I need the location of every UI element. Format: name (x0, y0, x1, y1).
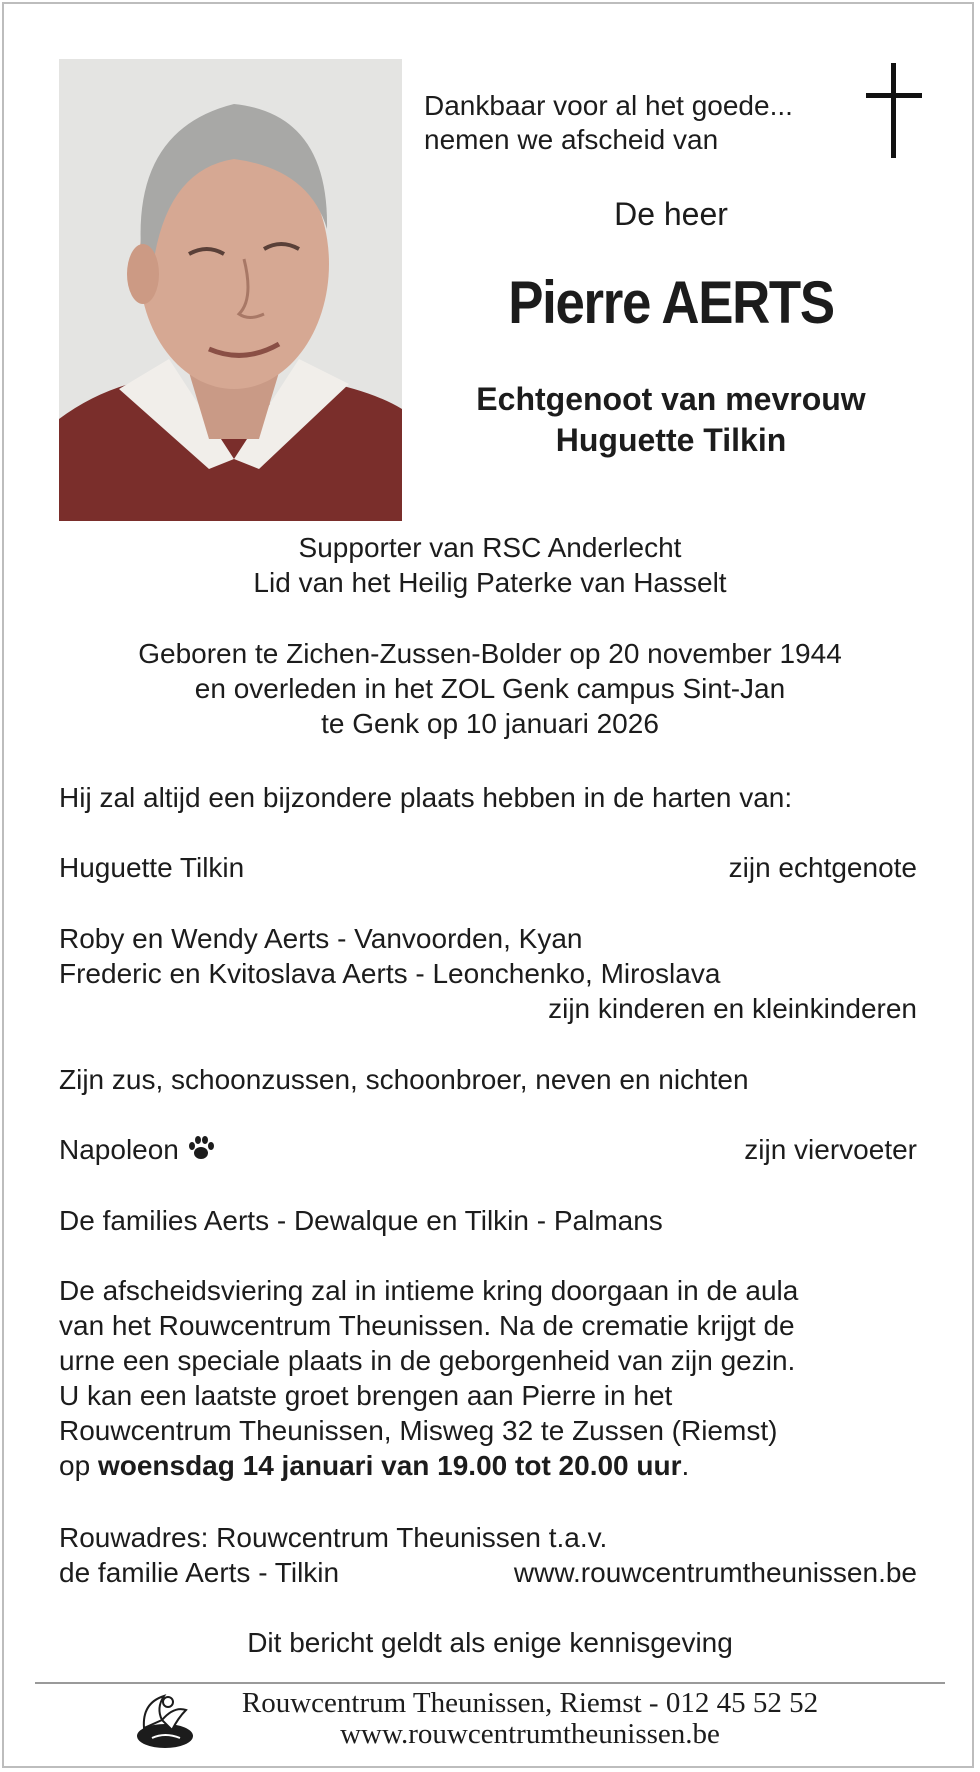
ceremony-line-6 (59, 1448, 917, 1483)
birth-line-3: te Genk op 10 januari 2026 (321, 708, 659, 739)
ceremony-line-5: Rouwcentrum Theunissen, Misweg 32 te Zussen (Riemst) (59, 1415, 778, 1446)
ceremony-line-3: urne een speciale plaats in de geborgenheid van zijn gezin. (59, 1345, 796, 1376)
salutation: De heer (614, 196, 728, 232)
spouse-line-2: Huguette Tilkin (555, 422, 787, 458)
paw-icon (187, 1134, 215, 1169)
deceased-name: Pierre AERTS (508, 269, 834, 336)
ceremony-suffix: . (681, 1450, 690, 1481)
angel-logo-icon (134, 1688, 196, 1750)
address-line-2-row (59, 1555, 917, 1590)
footer-divider (35, 1682, 945, 1684)
spouse-name: Huguette Tilkin (59, 852, 245, 883)
pet-role: zijn viervoeter (744, 1134, 917, 1165)
address-line-2: de familie Aerts - Tilkin (59, 1557, 340, 1588)
club-line-1: Supporter van RSC Anderlecht (298, 532, 682, 563)
children-line-1: Roby en Wendy Aerts - Vanvoorden, Kyan (59, 923, 583, 954)
portrait-photo (59, 59, 402, 521)
ceremony-text (59, 1273, 917, 1483)
ceremony-prefix: op (59, 1450, 98, 1481)
footer-website: www.rouwcentrumtheunissen.be (340, 1718, 720, 1750)
spouse-line-1: Echtgenoot van mevrouw (476, 381, 866, 417)
birth-line-2: en overleden in het ZOL Genk campus Sint-Jan (194, 673, 786, 704)
family-intro: Hij zal altijd een bijzondere plaats hebben in de harten van: (59, 782, 793, 813)
cross-icon-bar (866, 93, 922, 98)
ceremony-datetime: woensdag 14 januari van 19.00 tot 20.00 uur (97, 1450, 682, 1481)
spouse-row (59, 850, 917, 885)
siblings: Zijn zus, schoonzussen, schoonbroer, neven en nichten (59, 1064, 749, 1095)
club-line-2: Lid van het Heilig Paterke van Hasselt (253, 567, 727, 598)
cross-icon (891, 63, 896, 158)
pet-row (59, 1132, 917, 1169)
footer-contact: Rouwcentrum Theunissen, Riemst - 012 45 52 52 (241, 1687, 819, 1719)
pet-name: Napoleon (59, 1134, 179, 1165)
children-line-2: Frederic en Kvitoslava Aerts - Leonchenko, Miroslava (59, 958, 721, 989)
notice: Dit bericht geldt als enige kennisgeving (247, 1627, 733, 1658)
club-memberships (40, 530, 940, 600)
children-role: zijn kinderen en kleinkinderen (548, 993, 917, 1024)
spouse-info (410, 379, 932, 461)
ceremony-line-2: van het Rouwcentrum Theunissen. Na de crematie krijgt de (59, 1310, 795, 1341)
mourning-address (59, 1520, 917, 1590)
intro-line-2: nemen we afscheid van (424, 124, 719, 155)
birth-death-info (40, 636, 940, 741)
families: De families Aerts - Dewalque en Tilkin - Palmans (59, 1205, 663, 1236)
pet-name-wrap (59, 1132, 215, 1169)
address-line-1: Rouwadres: Rouwcentrum Theunissen t.a.v. (59, 1522, 608, 1553)
ceremony-line-1: De afscheidsviering zal in intieme kring doorgaan in de aula (59, 1275, 799, 1306)
ceremony-line-4: U kan een laatste groet brengen aan Pierre in het (59, 1380, 673, 1411)
intro-text (424, 89, 864, 157)
spouse-role: zijn echtgenote (728, 852, 917, 883)
birth-line-1: Geboren te Zichen-Zussen-Bolder op 20 november 1944 (138, 638, 842, 669)
children-block (59, 921, 917, 1026)
intro-line-1: Dankbaar voor al het goede... (424, 90, 793, 121)
address-website: www.rouwcentrumtheunissen.be (513, 1557, 917, 1588)
